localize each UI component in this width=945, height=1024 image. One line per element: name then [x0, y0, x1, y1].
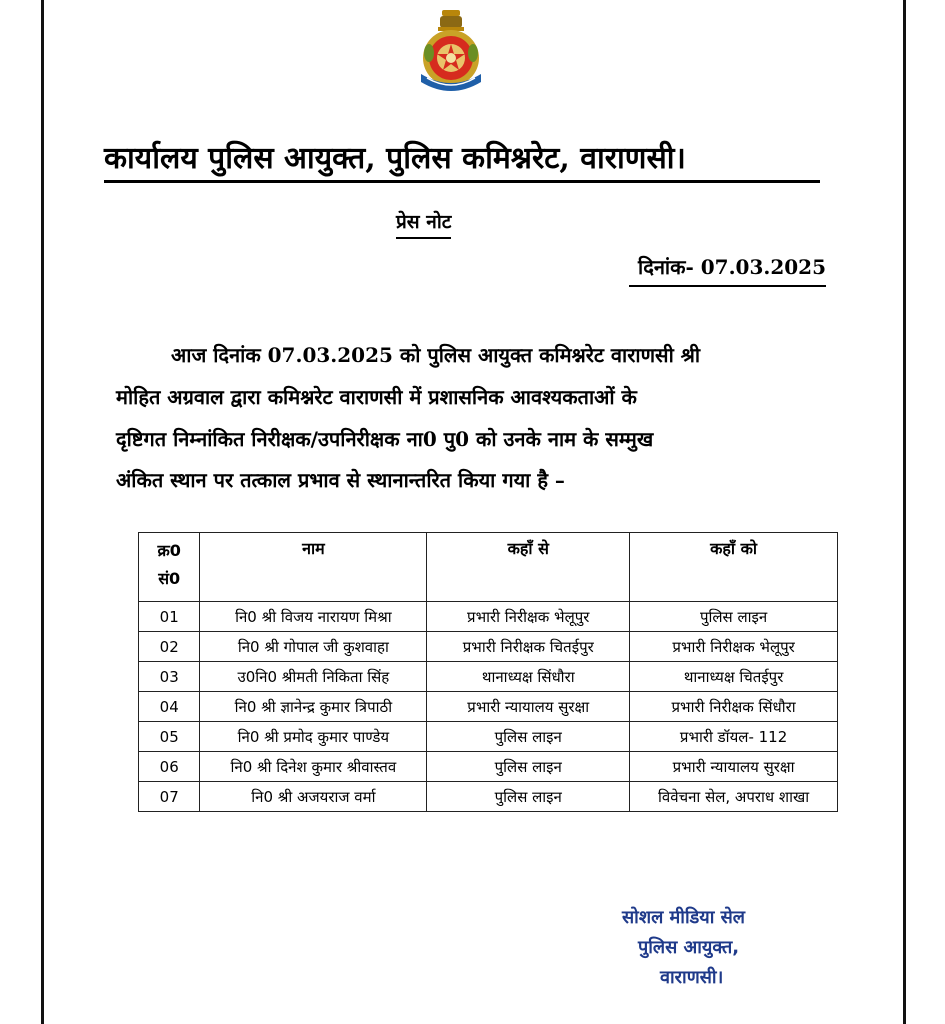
header-sn-line2: सं0: [158, 569, 181, 588]
cell-name: उ0नि0 श्रीमती निकिता सिंह: [200, 662, 427, 692]
cell-to: प्रभारी डॉयल- 112: [630, 722, 838, 752]
press-note-heading: प्रेस नोट: [396, 209, 451, 239]
header-serial-number: [139, 533, 200, 602]
date-label: दिनांक- 07.03.2025: [638, 255, 826, 279]
cell-sn: 05: [139, 722, 200, 752]
header-name: नाम: [200, 533, 427, 602]
cell-to: थानाध्यक्ष चितईपुर: [630, 662, 838, 692]
cell-from: प्रभारी न्यायालय सुरक्षा: [427, 692, 630, 722]
table-row: [139, 632, 838, 662]
transfer-table: [138, 532, 838, 812]
header-sn-line1: क्र0: [157, 541, 181, 560]
cell-from: प्रभारी निरीक्षक भेलूपुर: [427, 602, 630, 632]
cell-sn: 02: [139, 632, 200, 662]
table-row: [139, 752, 838, 782]
office-title: कार्यालय पुलिस आयुक्त, पुलिस कमिश्नरेट, वाराणसी।: [104, 141, 686, 176]
cell-name: नि0 श्री अजयराज वर्मा: [200, 782, 427, 812]
cell-name: नि0 श्री ज्ञानेन्द्र कुमार त्रिपाठी: [200, 692, 427, 722]
page-border-left: [41, 0, 44, 1024]
cell-name: नि0 श्री दिनेश कुमार श्रीवास्तव: [200, 752, 427, 782]
cell-to: प्रभारी न्यायालय सुरक्षा: [630, 752, 838, 782]
table-row: [139, 692, 838, 722]
signature-line-1: सोशल मीडिया सेल: [622, 907, 745, 928]
office-title-underline: [104, 180, 820, 183]
cell-from: पुलिस लाइन: [427, 722, 630, 752]
date-underline: [629, 285, 826, 287]
cell-to: प्रभारी निरीक्षक भेलूपुर: [630, 632, 838, 662]
cell-sn: 07: [139, 782, 200, 812]
cell-name: नि0 श्री विजय नारायण मिश्रा: [200, 602, 427, 632]
cell-sn: 04: [139, 692, 200, 722]
header-to: कहाँ को: [630, 533, 838, 602]
body-line-1: आज दिनांक 07.03.2025 को पुलिस आयुक्त कमिश्नरेट वाराणसी श्री: [171, 343, 701, 367]
cell-name: नि0 श्री गोपाल जी कुशवाहा: [200, 632, 427, 662]
cell-from: प्रभारी निरीक्षक चितईपुर: [427, 632, 630, 662]
body-line-2: मोहित अग्रवाल द्वारा कमिश्नरेट वाराणसी में प्रशासनिक आवश्यकताओं के: [116, 385, 637, 409]
signature-line-2: पुलिस आयुक्त,: [638, 937, 740, 958]
signature-block: [600, 903, 830, 993]
page-border-right: [903, 0, 906, 1024]
header-from: कहाँ से: [427, 533, 630, 602]
table-row: [139, 602, 838, 632]
body-line-3: दृष्टिगत निम्नांकित निरीक्षक/उपनिरीक्षक ना0 पु0 को उनके नाम के सम्मुख: [116, 427, 654, 451]
cell-sn: 03: [139, 662, 200, 692]
cell-to: पुलिस लाइन: [630, 602, 838, 632]
cell-from: पुलिस लाइन: [427, 782, 630, 812]
up-police-emblem-icon: [415, 8, 487, 98]
table-row: [139, 782, 838, 812]
body-line-4: अंकित स्थान पर तत्काल प्रभाव से स्थानान्तरित किया गया है –: [116, 468, 565, 492]
table-row: [139, 722, 838, 752]
cell-name: नि0 श्री प्रमोद कुमार पाण्डेय: [200, 722, 427, 752]
cell-sn: 01: [139, 602, 200, 632]
signature-line-3: वाराणसी।: [660, 967, 724, 988]
table-header-row: [139, 533, 838, 602]
cell-from: थानाध्यक्ष सिंधौरा: [427, 662, 630, 692]
cell-to: प्रभारी निरीक्षक सिंधौरा: [630, 692, 838, 722]
cell-from: पुलिस लाइन: [427, 752, 630, 782]
table-row: [139, 662, 838, 692]
cell-sn: 06: [139, 752, 200, 782]
cell-to: विवेचना सेल, अपराध शाखा: [630, 782, 838, 812]
